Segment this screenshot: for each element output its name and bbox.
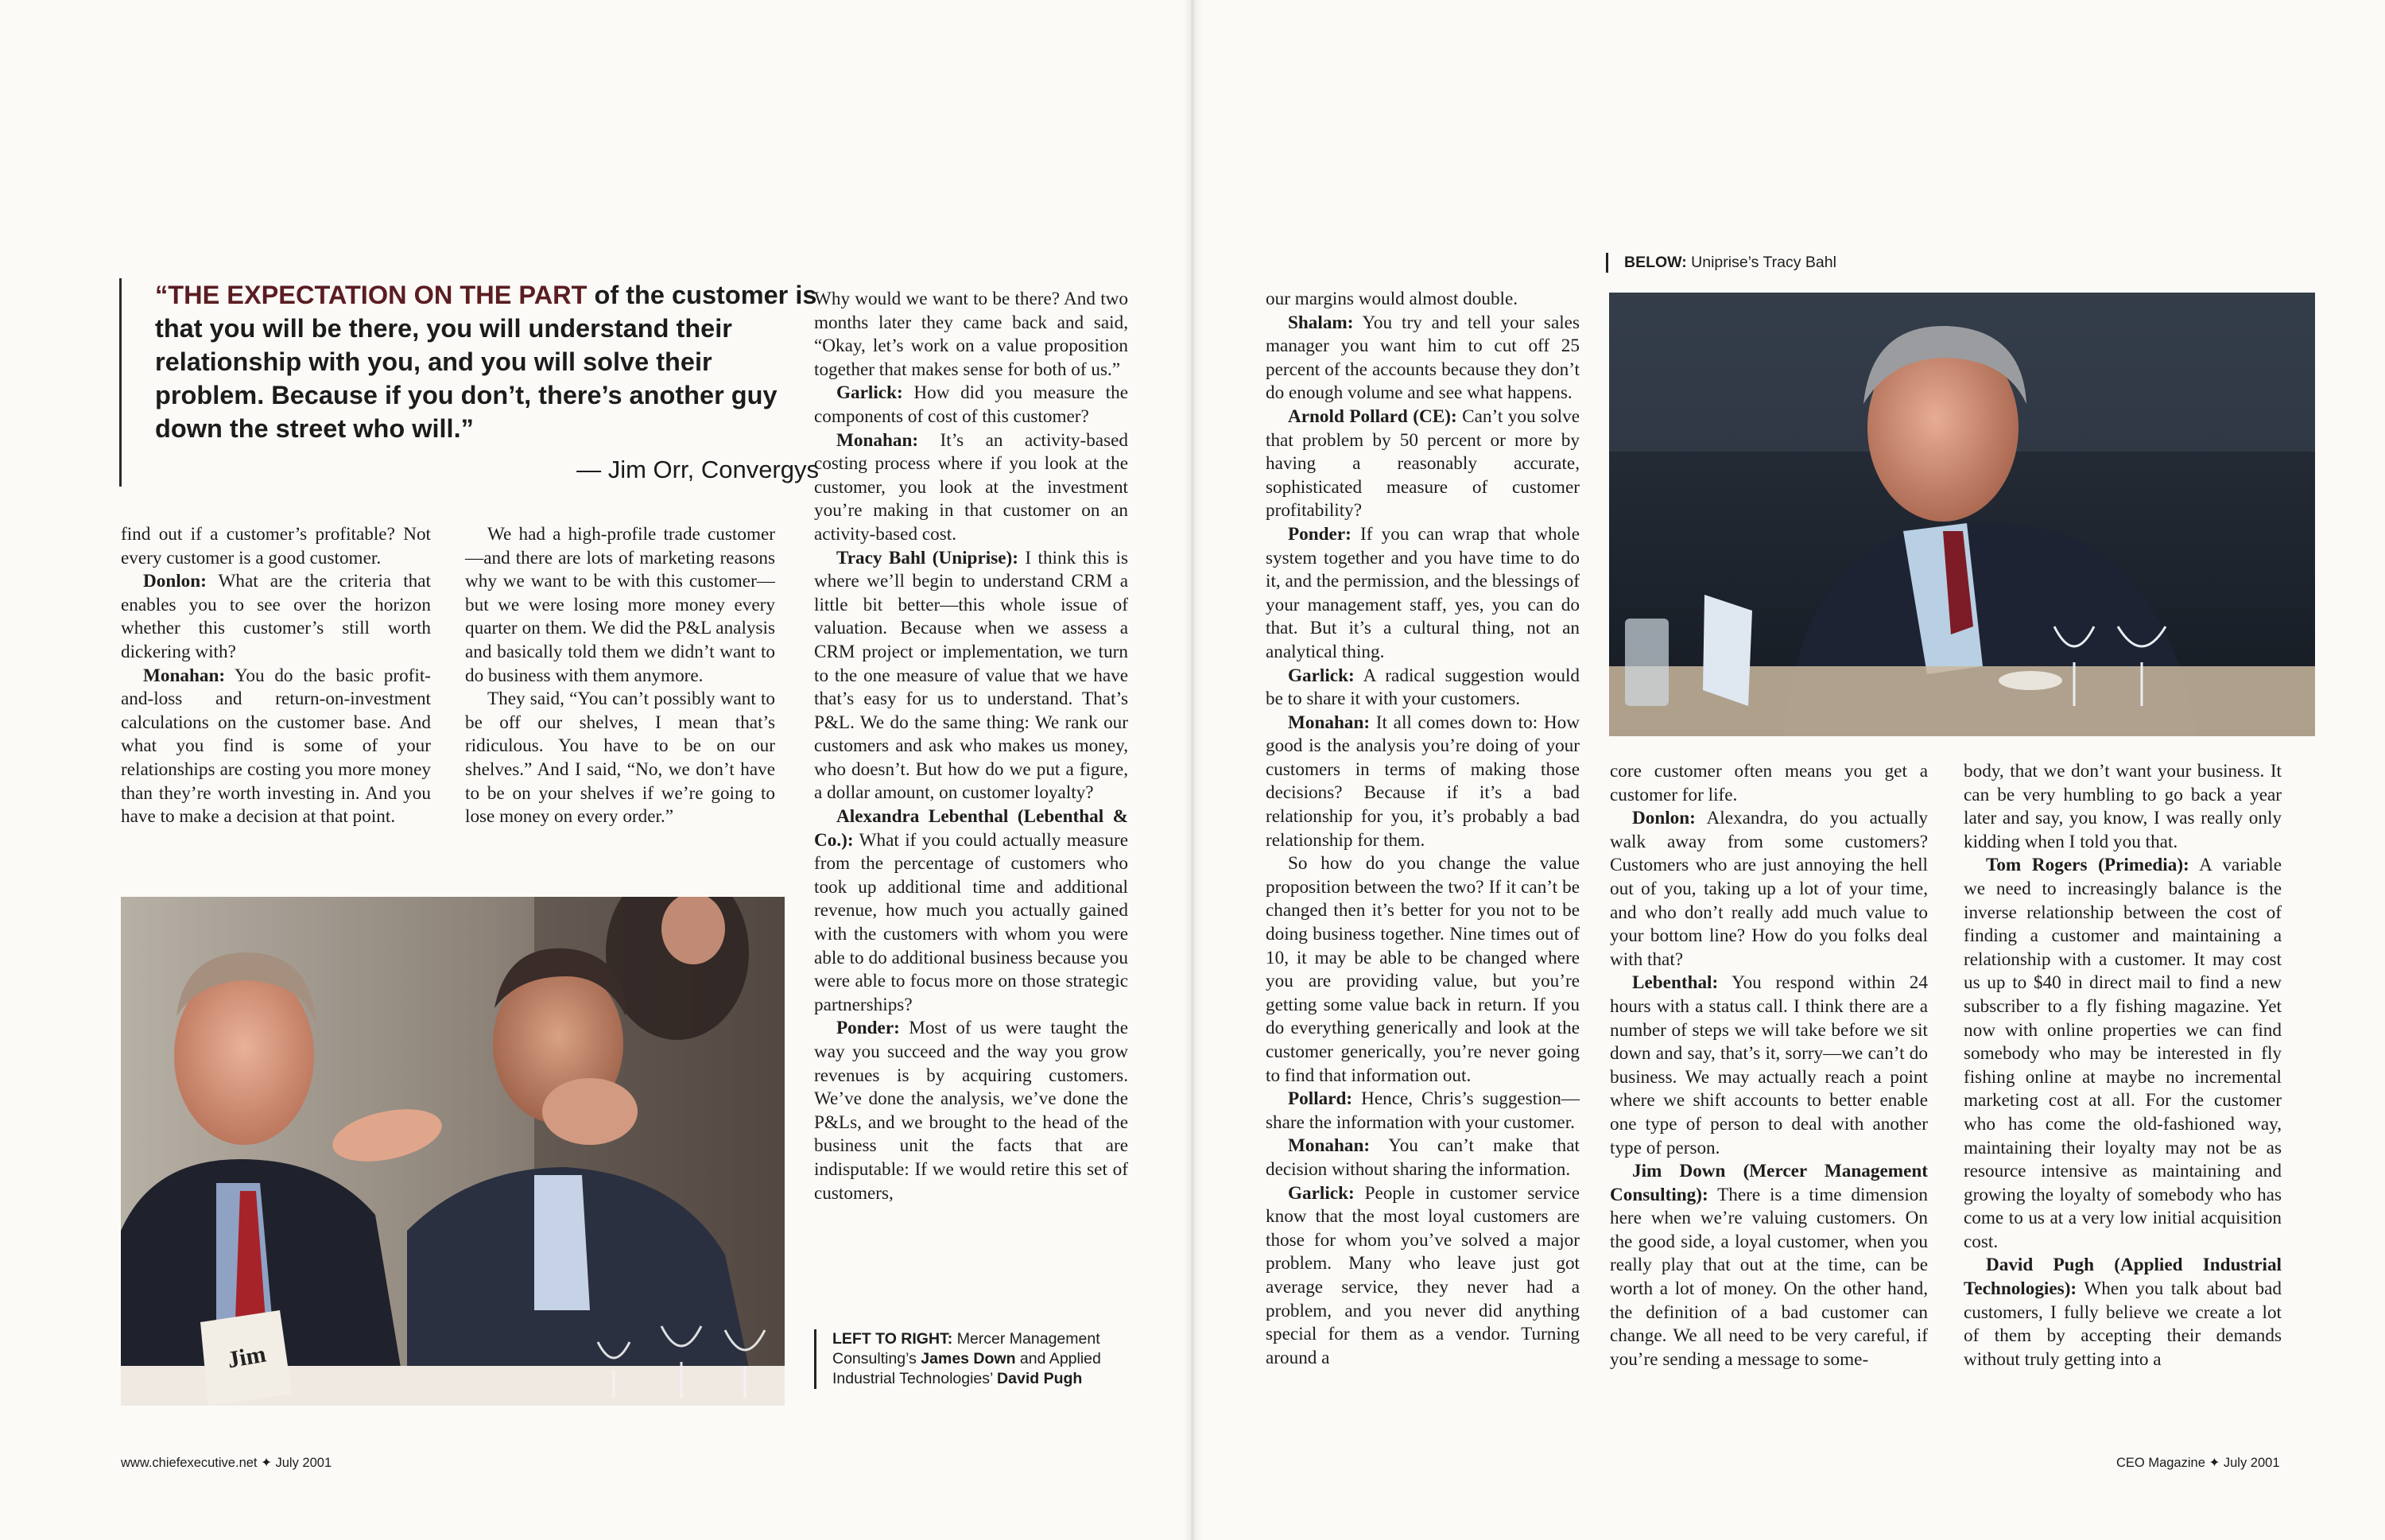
paragraph-text: How did you measure the components of cost of this customer? xyxy=(814,382,1128,427)
speaker-name: Ponder: xyxy=(1288,523,1352,545)
paragraph-text: You try and tell your sales manager you want him to cut off 25 percent of the accounts because they don’t do enough volume and see what happens. xyxy=(1266,312,1580,404)
article-paragraph xyxy=(1266,405,1580,523)
article-paragraph xyxy=(1266,852,1580,1088)
speaker-name: Ponder: xyxy=(836,1018,900,1039)
speaker-name: Monahan: xyxy=(836,429,919,451)
article-paragraph xyxy=(814,382,1128,429)
paragraph-text: What if you could actually measure from the percentage of customers who took up additional time and additional revenue, how much you actually gained with the customers with whom you were able to do additional business because you were able to focus more on those strategic partnerships? xyxy=(814,829,1128,1015)
speaker-name: Donlon: xyxy=(143,571,207,592)
speaker-name: Pollard: xyxy=(1288,1088,1353,1110)
right-column-3 xyxy=(1964,760,2282,1371)
paragraph-text: So how do you change the value proposition between the two? If it can’t be changed then it’s better for you not to be doing business together. Nine times out of 10, it may be able to be changed where you are providing value, but you’re getting some value back in return. If you do everything generically and look at the customer generically, you’re never going to find that information out. xyxy=(1266,853,1580,1086)
left-column-2 xyxy=(465,523,775,829)
article-paragraph xyxy=(1266,665,1580,712)
article-paragraph xyxy=(121,665,431,829)
left-photo-caption xyxy=(814,1329,1134,1389)
paragraph-text: They said, “You can’t possibly want to be off our shelves, I mean that’s ridiculous. You have to be on our shelves.” And I said, “No, we don’t have to be on your shelves if we’re going to lose money on every order.” xyxy=(465,689,775,828)
paragraph-text: Most of us were taught the way you succeed and the way you grow revenues is by acquiring customers. We’ve done the analysis, we’ve done the P&Ls, and we brought to the head of the business unit the facts that are indisputable: If we would retire this set of customers, xyxy=(814,1018,1128,1204)
paragraph-text: Hence, Chris’s suggestion—share the information with your customer. xyxy=(1266,1088,1580,1133)
article-paragraph xyxy=(1610,972,1928,1160)
article-paragraph xyxy=(1964,1254,2282,1371)
paragraph-text: You do the basic profit-and-loss and return-on-investment calculations on the customer base. And what you find is some of your relationships are costing you more money than they’re worth investing in. And you have to make a decision at that point. xyxy=(121,665,431,828)
paragraph-text: There is a time dimension here when we’re valuing customers. On the good side, a loyal customer, when you really play that out at the time, can be worth a lot of money. On the other hand, the definition of a bad customer can change. We all need to be very careful, if you’re sending a message to some- xyxy=(1610,1184,1928,1370)
speaker-name: Arnold Pollard (CE): xyxy=(1288,405,1457,427)
tracy-bahl-photo xyxy=(1609,293,2315,736)
paragraph-text: Can’t you solve that problem by 50 percent or more by having a reasonably accurate, sophisticated measure of customer profitability? xyxy=(1266,405,1580,522)
paragraph-text: You can’t make that decision without sharing the information. xyxy=(1266,1135,1580,1180)
speaker-name: Garlick: xyxy=(836,382,903,404)
article-paragraph xyxy=(121,570,431,664)
caption-label: BELOW: xyxy=(1624,254,1687,271)
roundtable-photo-illustration xyxy=(121,897,785,1406)
article-paragraph xyxy=(1266,1182,1580,1371)
article-paragraph xyxy=(1964,760,2282,854)
caption-text: Uniprise’s Tracy Bahl xyxy=(1686,254,1836,271)
caption-text-1: Mercer Management Consulting’s xyxy=(832,1330,1100,1367)
article-paragraph xyxy=(1266,288,1580,312)
article-paragraph xyxy=(1610,1160,1928,1371)
speaker-name: Garlick: xyxy=(1288,1182,1355,1204)
caption-text-2: and Applied Industrial Technologies’ xyxy=(832,1350,1101,1387)
article-paragraph xyxy=(814,1017,1128,1205)
paragraph-text: Alexandra, do you actually walk away from some customers? Customers who are just annoying the hell out of you, taking up a lot of your time, and who don’t really add much value to your bottom line? How do you folks deal with that? xyxy=(1610,808,1928,970)
paragraph-text: core customer often means you get a customer for life. xyxy=(1610,761,1928,805)
caption-label: LEFT TO RIGHT: xyxy=(832,1330,953,1348)
right-page-footer: CEO Magazine ✦ July 2001 xyxy=(2116,1456,2280,1470)
article-paragraph xyxy=(1266,712,1580,853)
speaker-name: David Pugh (Applied Industrial Technologies): xyxy=(1964,1255,2282,1300)
right-page xyxy=(1194,0,2385,1540)
article-paragraph xyxy=(465,688,775,829)
left-column-1 xyxy=(121,523,431,829)
article-paragraph xyxy=(1266,1088,1580,1135)
paragraph-text: A variable we need to increasingly balance is the inverse relationship between the cost of finding a customer and maintaining a relationship with a customer. It may cost us up to $40 in direct mail to find a new subscriber to a fly fishing magazine. Yet now with online properties we can find somebody who may be interested in fly fishing online at maybe no incremental marketing cost at all. For the customer who has come the old-fashioned way, maintaining their loyalty may not be as resource intensive as maintaining and growing the loyalty of somebody who has come to us at a very low initial acquisition cost. xyxy=(1964,855,2282,1252)
paragraph-text: If you can wrap that whole system together and you have time to do it, and the permission, and the blessings of your management staff, yes, you can do that. But it’s a cultural thing, not an analytical thing. xyxy=(1266,523,1580,662)
paragraph-text: You respond within 24 hours with a status call. I think there are a number of steps we will take before we sit down and say, that’s it, sorry—we can’t do business. We may actually reach a point where we shift accounts to better enable one type of person to deal with another type of person. xyxy=(1610,972,1928,1158)
speaker-name: Lebenthal: xyxy=(1632,972,1719,994)
speaker-name: Tracy Bahl (Uniprise): xyxy=(836,547,1018,568)
paragraph-text: I think this is where we’ll begin to understand CRM a little bit better—this whole issue of valuation. Because when we assess a CRM project or implementation, we turn to the one measure of value that we have that’s easy for us to understand. That’s P&L. We do the same thing: We rank our customers and ask who makes us money, who doesn’t. But how do we put a figure, a dollar amount, on customer loyalty? xyxy=(814,547,1128,804)
speaker-name: Monahan: xyxy=(143,665,226,686)
speaker-name: Alexandra Lebenthal (Lebenthal & Co.): xyxy=(814,806,1128,851)
paragraph-text: A radical suggestion would be to share it with your customers. xyxy=(1266,665,1580,710)
article-paragraph xyxy=(1266,1135,1580,1181)
article-paragraph xyxy=(1266,523,1580,665)
article-paragraph xyxy=(121,523,431,570)
article-paragraph xyxy=(814,429,1128,547)
article-paragraph xyxy=(1610,760,1928,807)
speaker-name: Monahan: xyxy=(1288,1135,1371,1157)
article-paragraph xyxy=(814,547,1128,806)
paragraph-text: It all comes down to: How good is the analysis you’re doing of your customers in terms of making those decisions? Because if it’s a bad relationship for you, it’s probably a bad relationship for them. xyxy=(1266,712,1580,851)
paragraph-text: body, that we don’t want your business. It can be very humbling to go back a year later and say, you know, I was really only kidding when I told you that. xyxy=(1964,761,2282,852)
speaker-name: Monahan: xyxy=(1288,712,1371,733)
right-photo-caption xyxy=(1606,253,1942,273)
article-paragraph xyxy=(1964,854,2282,1254)
left-page xyxy=(0,0,1191,1540)
speaker-name: Shalam: xyxy=(1288,312,1354,333)
paragraph-text: What are the criteria that enables you to see over the horizon whether this customer’s still worth dickering with? xyxy=(121,571,431,662)
photo-nameplate-text: Jim xyxy=(225,1340,268,1374)
article-paragraph xyxy=(465,523,775,688)
paragraph-text: It’s an activity-based costing process where if you look at the customer, you look at the investment you’re making in that customer on an activity-based cost. xyxy=(814,429,1128,545)
paragraph-text: Why would we want to be there? And two months later they came back and said, “Okay, let’s work on a value proposition together that makes sense for both of us.” xyxy=(814,289,1128,380)
pull-quote-attribution: — Jim Orr, Convergys xyxy=(576,456,819,483)
paragraph-text: We had a high-profile trade customer—and there are lots of marketing reasons why we want to be with this customer—but we were losing more money every quarter on them. We did the P&L analysis and basically told them we didn’t want to do business with them anymore. xyxy=(465,524,775,686)
paragraph-text: When you talk about bad customers, I fully believe we create a lot of them by accepting their demands without truly getting into a xyxy=(1964,1278,2282,1370)
left-column-3 xyxy=(814,288,1128,1205)
paragraph-text: People in customer service know that the most loyal customers are those for whom you’ve solved a major problem. Many who leave just got average service, they never had a problem, and you never did anything special for them as a vendor. Turning around a xyxy=(1266,1182,1580,1368)
article-paragraph xyxy=(814,288,1128,382)
article-paragraph xyxy=(1610,807,1928,972)
tracy-bahl-photo-illustration xyxy=(1609,293,2315,736)
pull-quote-text: of the customer is that you will be there, you will understand their relationship with you, and you will solve their problem. Because if you don’t, there’s another guy down the street who will.” xyxy=(155,281,817,443)
paragraph-text: find out if a customer’s profitable? Not every customer is a good customer. xyxy=(121,524,431,568)
roundtable-photo xyxy=(121,897,785,1406)
caption-name-2: David Pugh xyxy=(997,1370,1083,1387)
caption-name-1: James Down xyxy=(921,1350,1016,1367)
pull-quote-lead: “THE EXPECTATION ON THE PART xyxy=(155,281,588,309)
speaker-name: Donlon: xyxy=(1632,808,1696,829)
left-page-footer: www.chiefexecutive.net ✦ July 2001 xyxy=(121,1456,332,1470)
speaker-name: Tom Rogers (Primedia): xyxy=(1986,855,2189,876)
article-paragraph xyxy=(1266,312,1580,405)
right-column-1 xyxy=(1266,288,1580,1370)
spread-gutter xyxy=(1183,0,1202,1540)
speaker-name: Jim Down (Mercer Management Consulting): xyxy=(1610,1161,1928,1205)
paragraph-text: our margins would almost double. xyxy=(1266,289,1518,309)
speaker-name: Garlick: xyxy=(1288,665,1355,686)
right-column-2 xyxy=(1610,760,1928,1371)
pull-quote xyxy=(119,278,819,487)
article-paragraph xyxy=(814,805,1128,1017)
